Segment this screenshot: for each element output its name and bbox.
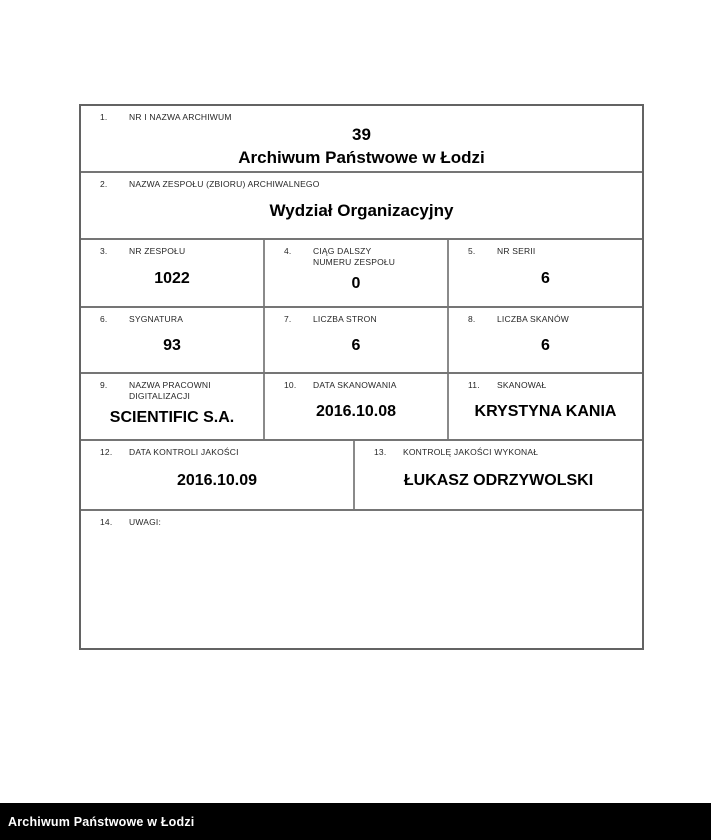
field-label-line — [265, 308, 447, 325]
field-label: DATA SKANOWANIA — [313, 380, 397, 390]
field-value-area — [81, 402, 263, 439]
field-label-line — [81, 308, 263, 325]
field-number: 4. — [284, 246, 292, 256]
field-label-line — [449, 374, 642, 391]
field-label: CIĄG DALSZY NUMERU ZESPOŁU — [313, 246, 396, 267]
field-value-area — [81, 123, 642, 171]
field-nazwa-pracowni-digitalizacji — [81, 374, 263, 439]
remarks-value-area — [81, 528, 642, 648]
field-label-line — [449, 308, 642, 325]
field-label-line — [81, 106, 642, 123]
field-value-area — [449, 391, 642, 439]
field-label: LICZBA STRON — [313, 314, 377, 324]
footer-caption-bar — [0, 803, 711, 840]
form-row-5 — [81, 374, 642, 441]
fonds-name-value: Wydział Organizacyjny — [269, 201, 454, 220]
scan-count-value: 6 — [541, 336, 550, 354]
quality-control-date-value: 2016.10.09 — [176, 471, 258, 489]
field-skanowal — [447, 374, 642, 439]
form-row-2 — [81, 173, 642, 240]
field-label: SKANOWAŁ — [497, 380, 547, 390]
form-row-7 — [81, 511, 642, 648]
field-number: 2. — [100, 179, 108, 189]
field-label-line — [81, 511, 642, 528]
field-label: KONTROLĘ JAKOŚCI WYKONAŁ — [403, 447, 539, 457]
field-value-area — [81, 458, 353, 509]
field-number: 7. — [284, 314, 292, 324]
field-nr-serii — [447, 240, 642, 306]
field-value-area — [265, 325, 447, 372]
field-value-area — [265, 268, 447, 306]
archival-metadata-form — [79, 104, 644, 650]
field-uwagi — [81, 511, 642, 648]
series-number-value: 6 — [541, 269, 550, 287]
field-data-skanowania — [263, 374, 447, 439]
field-label-line — [265, 240, 447, 268]
field-label-line — [81, 173, 642, 190]
field-label-line — [449, 240, 642, 257]
scan-date-value: 2016.10.08 — [315, 403, 397, 420]
field-label: NR ZESPOŁU — [129, 246, 186, 256]
field-data-kontroli-jakosci — [81, 441, 353, 509]
field-liczba-stron — [263, 308, 447, 372]
field-number: 11. — [468, 380, 480, 390]
footer-archive-title: Archiwum Państwowe w Łodzi — [8, 814, 195, 829]
field-sygnatura — [81, 308, 263, 372]
fonds-number-continuation-value: 0 — [351, 275, 361, 292]
field-label: DATA KONTROLI JAKOŚCI — [129, 447, 239, 457]
field-nazwa-zespolu — [81, 173, 642, 238]
archive-name-value: Archiwum Państwowe w Łodzi — [238, 148, 485, 167]
field-nr-zespolu — [81, 240, 263, 306]
scanner-operator-value: KRYSTYNA KANIA — [474, 403, 617, 420]
field-label: NR I NAZWA ARCHIWUM — [129, 112, 232, 122]
field-value-area — [81, 325, 263, 372]
field-nr-i-nazwa-archiwum — [81, 106, 642, 171]
field-value-area — [81, 190, 642, 238]
form-row-3 — [81, 240, 642, 308]
field-number: 14. — [100, 517, 113, 527]
field-liczba-skanow — [447, 308, 642, 372]
field-number: 10. — [284, 380, 297, 390]
digitization-lab-value: SCIENTIFIC S.A. — [109, 408, 235, 426]
field-label-line — [355, 441, 642, 458]
field-value-area — [449, 257, 642, 306]
field-label: UWAGI: — [129, 517, 162, 527]
field-number: 6. — [100, 314, 108, 324]
page-count-value: 6 — [351, 336, 361, 354]
field-ciag-dalszy-numeru-zespolu — [263, 240, 447, 306]
field-kontrole-jakosci-wykonal — [353, 441, 642, 509]
field-number: 12. — [100, 447, 113, 457]
field-number: 3. — [100, 246, 108, 256]
field-label-line — [81, 441, 353, 458]
field-label-line — [81, 240, 263, 257]
field-number: 5. — [468, 246, 476, 256]
field-label: NAZWA PRACOWNI DIGITALIZACJI — [129, 380, 211, 401]
field-label: LICZBA SKANÓW — [497, 314, 570, 324]
field-label: SYGNATURA — [129, 314, 184, 324]
field-label: NAZWA ZESPOŁU (ZBIORU) ARCHIWALNEGO — [129, 179, 320, 189]
form-row-6 — [81, 441, 642, 511]
quality-control-operator-value: ŁUKASZ ODRZYWOLSKI — [403, 471, 594, 489]
form-row-1 — [81, 106, 642, 173]
field-value-area — [355, 458, 642, 509]
field-value-area — [265, 391, 447, 439]
field-label: NR SERII — [497, 246, 536, 256]
field-number: 13. — [374, 447, 387, 457]
field-number: 9. — [100, 380, 108, 390]
signature-value: 93 — [163, 336, 181, 354]
field-value-area — [81, 257, 263, 306]
field-label-line — [81, 374, 263, 402]
field-value-area — [449, 325, 642, 372]
field-number: 1. — [100, 112, 108, 122]
fonds-number-value: 1022 — [154, 269, 190, 287]
archive-number-value: 39 — [352, 125, 371, 144]
field-label-line — [265, 374, 447, 391]
field-number: 8. — [468, 314, 476, 324]
form-row-4 — [81, 308, 642, 374]
